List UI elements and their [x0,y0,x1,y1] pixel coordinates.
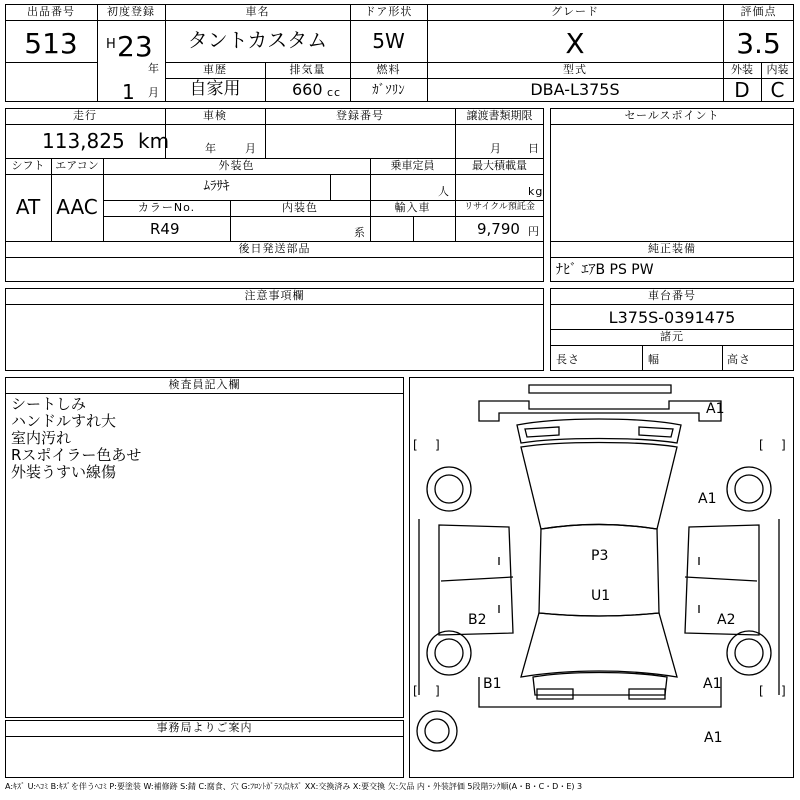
inspection-month-unit: 月 [245,142,257,155]
recycle-fee: 9,790 [477,220,520,238]
mileage: 113,825 [42,129,125,153]
sales-point-box [550,108,794,282]
inspector-note: Rスポイラー色あせ [11,446,142,464]
dimensions-label: 諸元 [660,330,684,343]
length-label: 長さ [556,353,580,366]
equipment-label: 純正装備 [648,242,696,255]
inspector-label: 検査員記入欄 [168,378,241,391]
inspector-note: 室内汚れ [11,429,72,447]
transfer-day-unit: 日 [528,142,540,155]
fuel: ｶﾞｿﾘﾝ [372,83,405,98]
transfer-month-unit: 月 [490,142,502,155]
recycle-label: リサイクル預託金 [464,202,535,212]
color-no: R49 [150,220,180,238]
svg-text:[: [ [759,684,764,698]
door-type: 5W [372,29,405,53]
import-label: 輸入車 [394,201,431,214]
era-letter: H [106,37,116,52]
mark-left-rear-door: B1 [483,676,502,692]
car-name-label: 車名 [245,5,270,18]
svg-text:]: ] [781,438,786,452]
recycle-unit: 円 [528,225,540,238]
inspection-label: 車検 [203,109,227,122]
mark-right-rear-door: A1 [703,676,722,692]
mark-right-rear-fender: A2 [717,612,736,628]
mileage-unit: km [138,129,170,153]
equipment: ﾅﾋﾞ ｴｱB PS PW [556,262,654,278]
mark-roof-rear: U1 [591,588,611,604]
front-bumper-shape [529,385,671,393]
interior-grade: C [770,78,785,102]
hood-shape [517,419,681,443]
inspector-note: ハンドルすれ大 [11,412,117,430]
ac-label: エアコン [55,159,99,172]
office-label: 事務局よりご案内 [156,721,253,734]
color-no-label: カラーNo. [137,201,196,214]
headlight-left [525,427,559,437]
displacement: 660 [292,80,323,99]
capacity-unit: 人 [438,185,450,198]
reg-year: 23 [117,30,153,63]
wheel-rear-right [727,631,771,675]
spare-tire [417,711,457,751]
shift: AT [15,195,41,219]
rear-bumper-outline [479,677,721,707]
score: 3.5 [736,27,781,60]
rear-window-shape [521,613,677,677]
chassis-label: 車台番号 [648,289,696,302]
displacement-unit: cc [327,86,342,99]
front-bumper-outline [479,401,721,421]
svg-text:[: [ [759,438,764,452]
history: 自家用 [189,79,241,99]
int-color-unit: 系 [354,226,366,239]
left-door-divider [441,577,513,581]
model-label: 型式 [563,63,587,76]
chassis-number: L375S-0391475 [608,308,736,327]
ext-color-label: 外装色 [218,159,255,172]
wheel-rear-left [427,631,471,675]
car-diagram [409,377,794,778]
car-name: タントカスタム [187,28,328,52]
history-label: 車歴 [203,63,227,76]
fuel-label: 燃料 [376,63,401,76]
right-door-divider [685,577,757,581]
mark-roof: P3 [591,548,609,564]
max-load-label: 最大積載量 [472,159,527,172]
score-label: 評価点 [740,5,777,18]
mark-left-rear-fender: B2 [468,612,487,628]
first-reg-label: 初度登録 [107,5,155,18]
rear-hatch-shape [533,673,667,696]
lot-no-label: 出品番号 [27,5,75,18]
later-parts-label: 後日発送部品 [238,242,311,255]
headlight-right [639,427,673,437]
year-unit: 年 [148,62,160,75]
wheel-front-right [727,467,771,511]
exterior-label: 外装 [731,63,753,76]
rear-bumper-shape [537,689,573,699]
lot-number: 513 [24,27,78,60]
legend-text: A:ｷｽﾞ U:ﾍｺﾐ B:ｷｽﾞを伴うﾍｺﾐ P:要塗装 W:補修跡 S:錆 C:腐食、穴 G:ﾌﾛﾝﾄｶﾞﾗｽ点ｷｽﾞ XX:交換済み X:要交換 欠:欠品 内・外装評価 5段階ﾗﾝｸ順(A・B・C・D・E) 3 [5,782,583,791]
svg-text:]: ] [435,438,440,452]
sales-point-label: セールスポイント [624,109,720,122]
inspection-year-unit: 年 [205,142,217,155]
reg-month: 1 [122,80,135,104]
mark-front-bumper: A1 [706,401,725,417]
reg-no-label: 登録番号 [336,109,384,122]
ac: AAC [56,195,98,219]
height-label: 高さ [727,353,751,366]
width-label: 幅 [648,353,660,366]
mileage-label: 走行 [73,109,97,122]
rear-lamp-shape [629,689,665,699]
grade: X [565,27,585,60]
displacement-label: 排気量 [289,63,326,76]
shift-label: シフト [11,159,45,172]
mark-right-front-fender: A1 [698,491,717,507]
interior-label: 内装 [766,63,789,76]
grade-label: グレード [551,5,599,18]
svg-text:]: ] [781,684,786,698]
windshield-shape [521,443,677,530]
door-label: ドア形状 [364,5,413,18]
mark-rear-bumper: A1 [704,730,723,746]
wheel-front-left [427,467,471,511]
capacity-label: 乗車定員 [390,159,435,172]
inspector-note: 外装うすい線傷 [11,463,117,481]
model-code: DBA-L375S [530,80,620,99]
inspector-note: シートしみ [11,395,87,413]
transfer-label: 譲渡書類期限 [466,109,533,122]
svg-text:[: [ [413,684,418,698]
svg-text:]: ] [435,684,440,698]
ext-color: ﾑﾗｻｷ [203,179,230,194]
svg-text:[: [ [413,438,418,452]
exterior-grade: D [734,78,750,102]
month-unit: 月 [148,86,160,99]
notes-label: 注意事項欄 [244,289,305,302]
max-load-unit: kg [528,185,544,198]
int-color-label: 内装色 [282,201,318,214]
